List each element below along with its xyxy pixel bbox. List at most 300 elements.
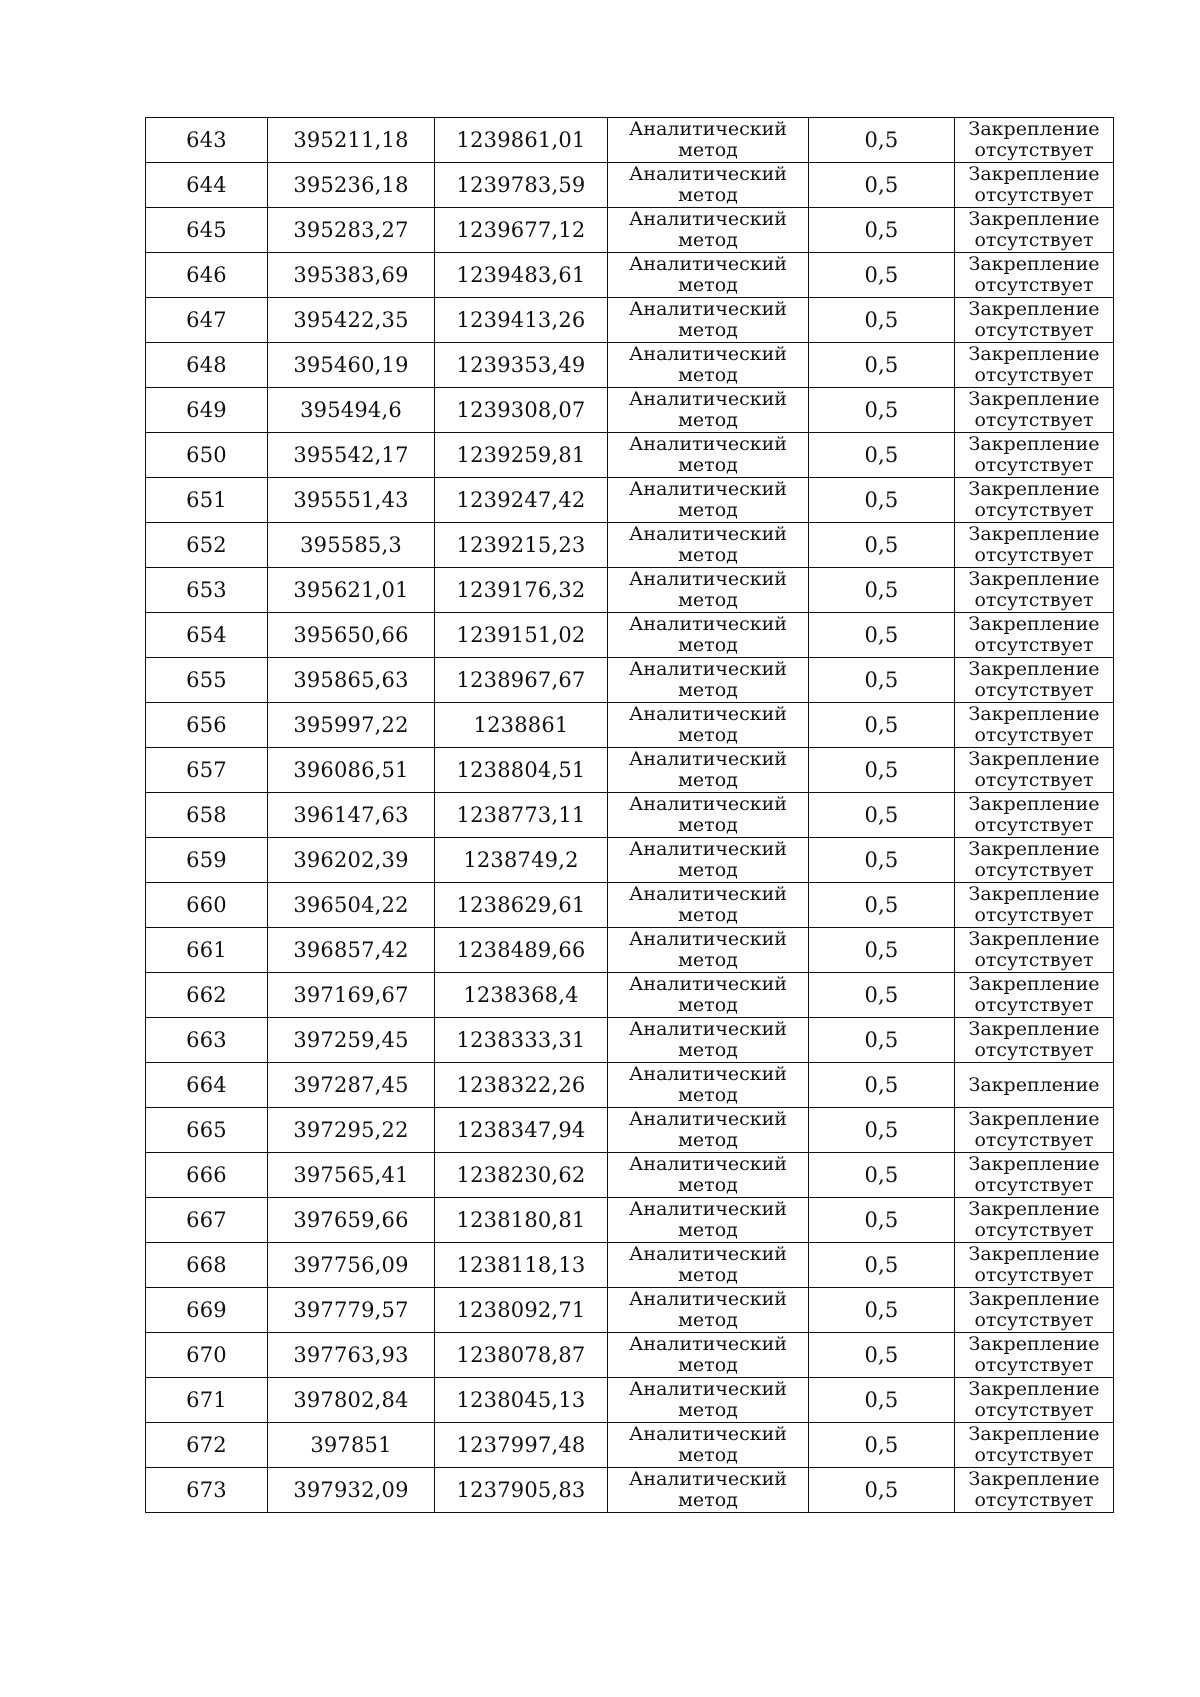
method-cell-line: метод <box>678 139 738 161</box>
fixing-cell-line: Закрепление <box>968 568 1100 590</box>
fixing-cell-line: отсутствует <box>974 319 1094 341</box>
method-cell <box>608 523 809 568</box>
accuracy-cell: 0,5 <box>809 748 955 793</box>
y-coordinate-cell: 1239483,61 <box>435 253 608 298</box>
method-cell-line: метод <box>678 1489 738 1511</box>
table-row <box>146 1333 1114 1378</box>
fixing-cell-line: Закрепление <box>968 1243 1100 1265</box>
method-cell-line: Аналитический <box>629 253 787 275</box>
method-cell <box>608 658 809 703</box>
method-cell-line: метод <box>678 994 738 1016</box>
accuracy-cell: 0,5 <box>809 1423 955 1468</box>
method-cell-line: метод <box>678 769 738 791</box>
fixing-cell <box>955 793 1114 838</box>
fixing-cell <box>955 1063 1114 1108</box>
point-number-cell: 653 <box>146 568 268 613</box>
fixing-cell-line: Закрепление <box>968 163 1100 185</box>
fixing-cell-line: Закрепление <box>968 793 1100 815</box>
y-coordinate-cell: 1237997,48 <box>435 1423 608 1468</box>
table-row <box>146 388 1114 433</box>
method-cell-line: метод <box>678 724 738 746</box>
point-number-cell: 664 <box>146 1063 268 1108</box>
method-cell-line: Аналитический <box>629 433 787 455</box>
y-coordinate-cell: 1239861,01 <box>435 118 608 163</box>
fixing-cell-line: Закрепление <box>968 1423 1100 1445</box>
table-row <box>146 1063 1114 1108</box>
fixing-cell <box>955 1153 1114 1198</box>
method-cell <box>608 253 809 298</box>
y-coordinate-cell: 1239308,07 <box>435 388 608 433</box>
method-cell <box>608 1198 809 1243</box>
point-number-cell: 673 <box>146 1468 268 1513</box>
y-coordinate-cell: 1238322,26 <box>435 1063 608 1108</box>
method-cell-line: Аналитический <box>629 658 787 680</box>
point-number-cell: 662 <box>146 973 268 1018</box>
fixing-cell-line: отсутствует <box>974 1444 1094 1466</box>
method-cell-line: метод <box>678 454 738 476</box>
fixing-cell-line: отсутствует <box>974 544 1094 566</box>
table-row <box>146 613 1114 658</box>
method-cell-line: метод <box>678 544 738 566</box>
fixing-cell <box>955 1243 1114 1288</box>
fixing-cell-line: отсутствует <box>974 679 1094 701</box>
y-coordinate-cell: 1238773,11 <box>435 793 608 838</box>
y-coordinate-cell: 1238180,81 <box>435 1198 608 1243</box>
point-number-cell: 652 <box>146 523 268 568</box>
accuracy-cell: 0,5 <box>809 1063 955 1108</box>
x-coordinate-cell: 396147,63 <box>268 793 435 838</box>
y-coordinate-cell: 1239247,42 <box>435 478 608 523</box>
method-cell-line: метод <box>678 1444 738 1466</box>
table-row <box>146 163 1114 208</box>
accuracy-cell: 0,5 <box>809 1333 955 1378</box>
y-coordinate-cell: 1238368,4 <box>435 973 608 1018</box>
method-cell-line: метод <box>678 229 738 251</box>
fixing-cell-line: Закрепление <box>968 1288 1100 1310</box>
accuracy-cell: 0,5 <box>809 703 955 748</box>
x-coordinate-cell: 396504,22 <box>268 883 435 928</box>
accuracy-cell: 0,5 <box>809 1288 955 1333</box>
fixing-cell-line: Закрепление <box>968 658 1100 680</box>
fixing-cell-line: Закрепление <box>968 928 1100 950</box>
method-cell <box>608 163 809 208</box>
accuracy-cell: 0,5 <box>809 568 955 613</box>
accuracy-cell: 0,5 <box>809 343 955 388</box>
method-cell-line: метод <box>678 499 738 521</box>
point-number-cell: 643 <box>146 118 268 163</box>
method-cell-line: Аналитический <box>629 298 787 320</box>
x-coordinate-cell: 397565,41 <box>268 1153 435 1198</box>
method-cell-line: метод <box>678 634 738 656</box>
fixing-cell <box>955 163 1114 208</box>
x-coordinate-cell: 395236,18 <box>268 163 435 208</box>
x-coordinate-cell: 395865,63 <box>268 658 435 703</box>
method-cell <box>608 838 809 883</box>
accuracy-cell: 0,5 <box>809 298 955 343</box>
point-number-cell: 668 <box>146 1243 268 1288</box>
method-cell <box>608 1063 809 1108</box>
table-row <box>146 658 1114 703</box>
fixing-cell <box>955 1288 1114 1333</box>
y-coordinate-cell: 1238489,66 <box>435 928 608 973</box>
fixing-cell-line: Закрепление <box>968 613 1100 635</box>
table-row <box>146 883 1114 928</box>
accuracy-cell: 0,5 <box>809 928 955 973</box>
method-cell <box>608 928 809 973</box>
y-coordinate-cell: 1239783,59 <box>435 163 608 208</box>
method-cell-line: Аналитический <box>629 1468 787 1490</box>
fixing-cell-line: отсутствует <box>974 1174 1094 1196</box>
x-coordinate-cell: 397169,67 <box>268 973 435 1018</box>
y-coordinate-cell: 1239677,12 <box>435 208 608 253</box>
fixing-cell-line: Закрепление <box>968 388 1100 410</box>
method-cell <box>608 478 809 523</box>
x-coordinate-cell: 397779,57 <box>268 1288 435 1333</box>
method-cell-line: Аналитический <box>629 973 787 995</box>
fixing-cell <box>955 973 1114 1018</box>
table-row <box>146 433 1114 478</box>
accuracy-cell: 0,5 <box>809 1243 955 1288</box>
y-coordinate-cell: 1238347,94 <box>435 1108 608 1153</box>
method-cell-line: Аналитический <box>629 838 787 860</box>
fixing-cell-line: отсутствует <box>974 1399 1094 1421</box>
table-row <box>146 1018 1114 1063</box>
x-coordinate-cell: 395997,22 <box>268 703 435 748</box>
table-row <box>146 838 1114 883</box>
y-coordinate-cell: 1239176,32 <box>435 568 608 613</box>
method-cell <box>608 388 809 433</box>
point-number-cell: 647 <box>146 298 268 343</box>
table-row <box>146 793 1114 838</box>
accuracy-cell: 0,5 <box>809 973 955 1018</box>
fixing-cell <box>955 928 1114 973</box>
method-cell-line: Аналитический <box>629 163 787 185</box>
method-cell-line: Аналитический <box>629 1333 787 1355</box>
y-coordinate-cell: 1238118,13 <box>435 1243 608 1288</box>
method-cell <box>608 568 809 613</box>
fixing-cell-line: Закрепление <box>968 1333 1100 1355</box>
method-cell <box>608 1018 809 1063</box>
x-coordinate-cell: 397295,22 <box>268 1108 435 1153</box>
fixing-cell <box>955 658 1114 703</box>
method-cell-line: Аналитический <box>629 1378 787 1400</box>
method-cell-line: Аналитический <box>629 703 787 725</box>
point-number-cell: 669 <box>146 1288 268 1333</box>
fixing-cell-line: Закрепление <box>968 433 1100 455</box>
method-cell-line: метод <box>678 1264 738 1286</box>
x-coordinate-cell: 397763,93 <box>268 1333 435 1378</box>
x-coordinate-cell: 396086,51 <box>268 748 435 793</box>
accuracy-cell: 0,5 <box>809 1018 955 1063</box>
x-coordinate-cell: 395283,27 <box>268 208 435 253</box>
accuracy-cell: 0,5 <box>809 838 955 883</box>
method-cell <box>608 1378 809 1423</box>
method-cell <box>608 793 809 838</box>
y-coordinate-cell: 1238045,13 <box>435 1378 608 1423</box>
fixing-cell <box>955 388 1114 433</box>
fixing-cell-line: отсутствует <box>974 454 1094 476</box>
method-cell-line: Аналитический <box>629 1018 787 1040</box>
fixing-cell <box>955 523 1114 568</box>
x-coordinate-cell: 395542,17 <box>268 433 435 478</box>
method-cell <box>608 703 809 748</box>
method-cell <box>608 883 809 928</box>
fixing-cell-line: отсутствует <box>974 814 1094 836</box>
table-row <box>146 118 1114 163</box>
fixing-cell-line: Закрепление <box>968 523 1100 545</box>
accuracy-cell: 0,5 <box>809 793 955 838</box>
method-cell-line: Аналитический <box>629 1288 787 1310</box>
x-coordinate-cell: 395585,3 <box>268 523 435 568</box>
fixing-cell-line: Закрепление <box>968 298 1100 320</box>
table-row <box>146 928 1114 973</box>
method-cell <box>608 118 809 163</box>
y-coordinate-cell: 1239413,26 <box>435 298 608 343</box>
table-row <box>146 1423 1114 1468</box>
accuracy-cell: 0,5 <box>809 523 955 568</box>
method-cell-line: метод <box>678 859 738 881</box>
x-coordinate-cell: 395650,66 <box>268 613 435 658</box>
method-cell-line: Аналитический <box>629 523 787 545</box>
fixing-cell-line: Закрепление <box>968 478 1100 500</box>
accuracy-cell: 0,5 <box>809 208 955 253</box>
fixing-cell-line: отсутствует <box>974 229 1094 251</box>
point-number-cell: 661 <box>146 928 268 973</box>
method-cell-line: метод <box>678 274 738 296</box>
coordinates-table <box>145 117 1114 1513</box>
point-number-cell: 663 <box>146 1018 268 1063</box>
method-cell-line: Аналитический <box>629 568 787 590</box>
point-number-cell: 665 <box>146 1108 268 1153</box>
x-coordinate-cell: 395383,69 <box>268 253 435 298</box>
method-cell-line: Аналитический <box>629 1243 787 1265</box>
method-cell <box>608 613 809 658</box>
fixing-cell <box>955 883 1114 928</box>
x-coordinate-cell: 397259,45 <box>268 1018 435 1063</box>
x-coordinate-cell: 395551,43 <box>268 478 435 523</box>
accuracy-cell: 0,5 <box>809 253 955 298</box>
fixing-cell-line: Закрепление <box>968 973 1100 995</box>
fixing-cell-line: отсутствует <box>974 499 1094 521</box>
accuracy-cell: 0,5 <box>809 163 955 208</box>
fixing-cell-line: отсутствует <box>974 1264 1094 1286</box>
fixing-cell-line: Закрепление <box>968 1073 1100 1096</box>
accuracy-cell: 0,5 <box>809 1378 955 1423</box>
fixing-cell-line: Закрепление <box>968 208 1100 230</box>
coordinates-table-body <box>146 118 1114 1513</box>
method-cell-line: Аналитический <box>629 1108 787 1130</box>
point-number-cell: 659 <box>146 838 268 883</box>
table-row <box>146 208 1114 253</box>
method-cell-line: Аналитический <box>629 118 787 140</box>
y-coordinate-cell: 1238861 <box>435 703 608 748</box>
method-cell <box>608 298 809 343</box>
point-number-cell: 645 <box>146 208 268 253</box>
fixing-cell-line: отсутствует <box>974 634 1094 656</box>
table-row <box>146 343 1114 388</box>
method-cell <box>608 1243 809 1288</box>
accuracy-cell: 0,5 <box>809 433 955 478</box>
accuracy-cell: 0,5 <box>809 118 955 163</box>
method-cell-line: метод <box>678 319 738 341</box>
fixing-cell-line: отсутствует <box>974 1309 1094 1331</box>
method-cell-line: Аналитический <box>629 613 787 635</box>
y-coordinate-cell: 1238629,61 <box>435 883 608 928</box>
method-cell-line: Аналитический <box>629 388 787 410</box>
point-number-cell: 660 <box>146 883 268 928</box>
x-coordinate-cell: 397851 <box>268 1423 435 1468</box>
x-coordinate-cell: 397802,84 <box>268 1378 435 1423</box>
method-cell-line: Аналитический <box>629 1423 787 1445</box>
method-cell-line: метод <box>678 1174 738 1196</box>
fixing-cell <box>955 1198 1114 1243</box>
y-coordinate-cell: 1237905,83 <box>435 1468 608 1513</box>
table-row <box>146 1378 1114 1423</box>
fixing-cell <box>955 1423 1114 1468</box>
fixing-cell <box>955 1018 1114 1063</box>
table-row <box>146 973 1114 1018</box>
x-coordinate-cell: 397659,66 <box>268 1198 435 1243</box>
fixing-cell-line: отсутствует <box>974 904 1094 926</box>
x-coordinate-cell: 395211,18 <box>268 118 435 163</box>
fixing-cell-line: Закрепление <box>968 1378 1100 1400</box>
fixing-cell-line: Закрепление <box>968 1018 1100 1040</box>
fixing-cell-line: отсутствует <box>974 364 1094 386</box>
y-coordinate-cell: 1239151,02 <box>435 613 608 658</box>
point-number-cell: 646 <box>146 253 268 298</box>
method-cell-line: Аналитический <box>629 478 787 500</box>
accuracy-cell: 0,5 <box>809 1198 955 1243</box>
fixing-cell-line: отсутствует <box>974 769 1094 791</box>
fixing-cell <box>955 703 1114 748</box>
method-cell <box>608 973 809 1018</box>
point-number-cell: 667 <box>146 1198 268 1243</box>
fixing-cell <box>955 1333 1114 1378</box>
table-row <box>146 1468 1114 1513</box>
point-number-cell: 650 <box>146 433 268 478</box>
fixing-cell <box>955 838 1114 883</box>
table-row <box>146 523 1114 568</box>
y-coordinate-cell: 1238333,31 <box>435 1018 608 1063</box>
fixing-cell-line: Закрепление <box>968 883 1100 905</box>
method-cell <box>608 1333 809 1378</box>
table-row <box>146 298 1114 343</box>
table-row <box>146 568 1114 613</box>
method-cell-line: метод <box>678 409 738 431</box>
fixing-cell <box>955 748 1114 793</box>
y-coordinate-cell: 1238230,62 <box>435 1153 608 1198</box>
y-coordinate-cell: 1239353,49 <box>435 343 608 388</box>
fixing-cell-line: отсутствует <box>974 994 1094 1016</box>
fixing-cell-line: Закрепление <box>968 118 1100 140</box>
fixing-cell-line: отсутствует <box>974 1129 1094 1151</box>
y-coordinate-cell: 1239259,81 <box>435 433 608 478</box>
method-cell-line: метод <box>678 949 738 971</box>
fixing-cell-line: отсутствует <box>974 724 1094 746</box>
fixing-cell-line: отсутствует <box>974 1354 1094 1376</box>
point-number-cell: 671 <box>146 1378 268 1423</box>
fixing-cell-line: отсутствует <box>974 589 1094 611</box>
method-cell-line: Аналитический <box>629 1153 787 1175</box>
method-cell-line: Аналитический <box>629 883 787 905</box>
y-coordinate-cell: 1238967,67 <box>435 658 608 703</box>
fixing-cell <box>955 298 1114 343</box>
method-cell <box>608 1468 809 1513</box>
method-cell-line: метод <box>678 1039 738 1061</box>
method-cell <box>608 1288 809 1333</box>
point-number-cell: 655 <box>146 658 268 703</box>
accuracy-cell: 0,5 <box>809 388 955 433</box>
fixing-cell-line: Закрепление <box>968 838 1100 860</box>
fixing-cell-line: Закрепление <box>968 253 1100 275</box>
fixing-cell <box>955 1378 1114 1423</box>
point-number-cell: 672 <box>146 1423 268 1468</box>
fixing-cell <box>955 568 1114 613</box>
fixing-cell-line: Закрепление <box>968 1108 1100 1130</box>
method-cell-line: Аналитический <box>629 1063 787 1085</box>
fixing-cell <box>955 1468 1114 1513</box>
fixing-cell-line: отсутствует <box>974 1489 1094 1511</box>
x-coordinate-cell: 395460,19 <box>268 343 435 388</box>
x-coordinate-cell: 395621,01 <box>268 568 435 613</box>
point-number-cell: 657 <box>146 748 268 793</box>
table-row <box>146 1153 1114 1198</box>
method-cell-line: метод <box>678 1354 738 1376</box>
method-cell-line: метод <box>678 814 738 836</box>
accuracy-cell: 0,5 <box>809 883 955 928</box>
method-cell-line: метод <box>678 184 738 206</box>
method-cell-line: метод <box>678 1309 738 1331</box>
method-cell <box>608 1108 809 1153</box>
fixing-cell <box>955 208 1114 253</box>
method-cell-line: Аналитический <box>629 793 787 815</box>
fixing-cell <box>955 118 1114 163</box>
fixing-cell-line: отсутствует <box>974 1039 1094 1061</box>
point-number-cell: 656 <box>146 703 268 748</box>
point-number-cell: 654 <box>146 613 268 658</box>
point-number-cell: 666 <box>146 1153 268 1198</box>
method-cell <box>608 1153 809 1198</box>
fixing-cell-line: отсутствует <box>974 859 1094 881</box>
method-cell-line: Аналитический <box>629 1198 787 1220</box>
fixing-cell <box>955 253 1114 298</box>
method-cell-line: метод <box>678 1129 738 1151</box>
point-number-cell: 658 <box>146 793 268 838</box>
method-cell-line: Аналитический <box>629 343 787 365</box>
table-row <box>146 1198 1114 1243</box>
method-cell-line: Аналитический <box>629 928 787 950</box>
table-row <box>146 1288 1114 1333</box>
point-number-cell: 644 <box>146 163 268 208</box>
method-cell-line: метод <box>678 364 738 386</box>
method-cell-line: метод <box>678 679 738 701</box>
fixing-cell <box>955 478 1114 523</box>
x-coordinate-cell: 395494,6 <box>268 388 435 433</box>
method-cell-line: метод <box>678 1399 738 1421</box>
y-coordinate-cell: 1238749,2 <box>435 838 608 883</box>
table-row <box>146 1108 1114 1153</box>
x-coordinate-cell: 397756,09 <box>268 1243 435 1288</box>
fixing-cell <box>955 343 1114 388</box>
method-cell <box>608 1423 809 1468</box>
y-coordinate-cell: 1238078,87 <box>435 1333 608 1378</box>
fixing-cell-line: Закрепление <box>968 343 1100 365</box>
accuracy-cell: 0,5 <box>809 1153 955 1198</box>
fixing-cell <box>955 613 1114 658</box>
fixing-cell-line: Закрепление <box>968 703 1100 725</box>
point-number-cell: 648 <box>146 343 268 388</box>
y-coordinate-cell: 1238092,71 <box>435 1288 608 1333</box>
